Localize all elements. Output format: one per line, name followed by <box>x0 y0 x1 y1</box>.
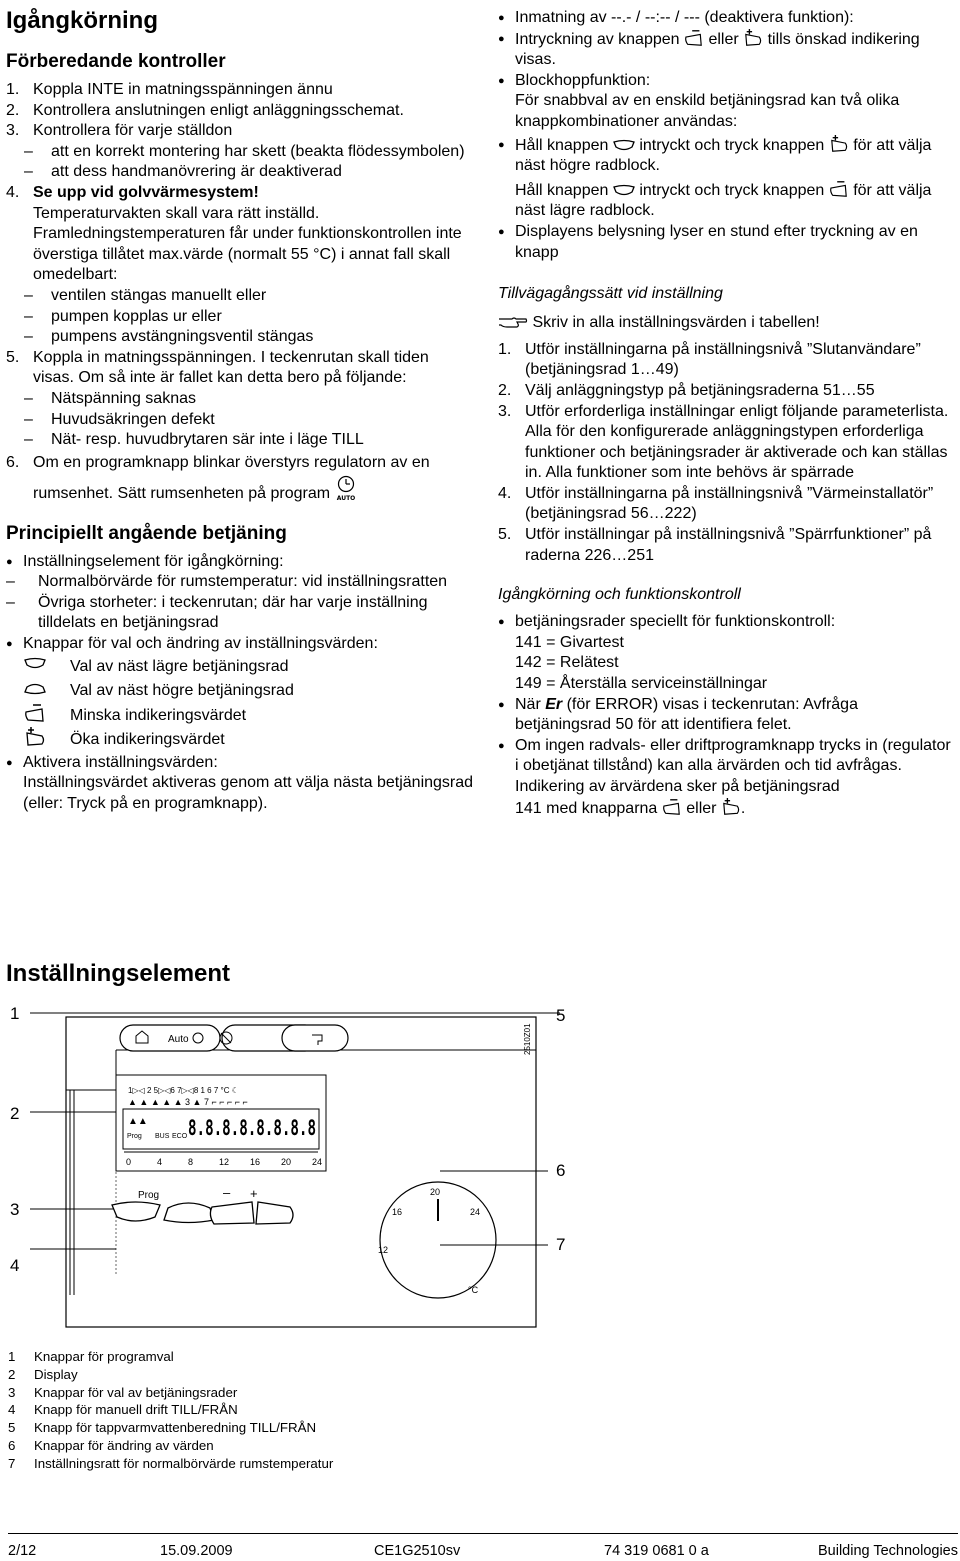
list-item: 4. Utför inställningarna på inställningsnivå ”Värmeinstallatör” (betjäningsrad 56…222) <box>498 484 934 523</box>
lcd-digits: 8.8.8.8.8.8.8.8 <box>188 1116 316 1140</box>
minus-key-icon <box>684 29 704 47</box>
page-footer <box>8 1541 958 1561</box>
dial-label-20: 20 <box>430 1187 441 1197</box>
plus-label: + <box>250 1186 258 1201</box>
figure-legend <box>8 1348 333 1473</box>
test-row: 142 = Relätest <box>515 654 619 672</box>
section-heading-prep: Förberedande kontroller <box>6 51 226 72</box>
minus-key-icon <box>829 180 849 198</box>
footer-doc: CE1G2510sv <box>374 1543 461 1559</box>
paragraph: Håll knappen intryckt och tryck knappen för att välja näst lägre radblock. <box>515 181 932 220</box>
key-row-plus: Öka indikeringsvärdet <box>6 728 474 753</box>
plus-key-icon <box>743 29 763 47</box>
scale-label: 8 <box>188 1157 194 1167</box>
legend-item: 4 Knapp för manuell drift TILL/FRÅN <box>8 1402 238 1418</box>
key-row-down: Val av näst lägre betjäningsrad <box>6 655 474 680</box>
plus-key-icon <box>24 727 46 747</box>
minus-key-icon <box>24 703 46 723</box>
list-item: 6. Om en programknapp blinkar överstyrs regulatorn av en rumsenhet. Sätt rumsenheten på program AUTO <box>6 453 430 502</box>
bullet-item: ● Om ingen radvals- eller driftprogramknapp trycks in (regulator i obetjänat tillstånd) kan alla ärvärden och tid avfrågas. Indikering av ärvärdena sker på betjäningsrad 141 med knapparna eller . <box>498 736 951 817</box>
lcd-prog: Prog <box>127 1133 142 1140</box>
callout-1: 1 <box>10 1004 20 1023</box>
subheading-check: Igångkörning och funktionskontroll <box>498 586 741 604</box>
figure-title: Inställningselement <box>6 960 231 987</box>
footer-company: Building Technologies <box>817 1543 958 1559</box>
pointing-hand-icon <box>498 314 528 330</box>
figure-ref: 2510Z01 <box>523 1023 532 1055</box>
bullet-item: ● Håll knappen intryckt och tryck knappen för att välja näst högre radblock. <box>498 136 932 175</box>
list-item: 3. Kontrollera för varje ställdon <box>6 122 233 140</box>
list-subitem: – att en korrekt montering har skett (beakta flödessymbolen) <box>24 142 465 160</box>
minus-key-icon <box>662 798 682 816</box>
list-item: 3. Utför erforderliga inställningar enligt följande parameterlista. Alla för den konfigurerade anläggningstypen erforderliga funktioner och betjäningsrader är aktiverade och kan ställas in. Alla funktioner som inte behövs är spärrade <box>498 402 949 482</box>
key-row-up: Val av näst högre betjäningsrad <box>6 679 474 704</box>
key-row-minus: Minska indikeringsvärdet <box>6 704 474 729</box>
legend-item: 6 Knappar för ändring av värden <box>8 1437 214 1453</box>
legend-item: 7 Inställningsratt för normalbörvärde rumstemperatur <box>8 1455 334 1471</box>
auto-label: Auto <box>168 1034 189 1045</box>
callout-3: 3 <box>10 1200 20 1219</box>
scale-label: 24 <box>312 1157 323 1167</box>
plus-button <box>256 1202 293 1224</box>
auto-program-icon <box>335 475 357 501</box>
row-down-icon <box>613 139 635 153</box>
row-down-icon <box>613 184 635 198</box>
svg-text:▲ ▲ ▲ ▲ ▲ 3 ▲ 7 ⌐ ⌐ ⌐ ⌐: ▲ ▲ ▲ ▲ ▲ 3 ▲ 7 ⌐ ⌐ ⌐ ⌐ ⌐ <box>128 1097 248 1107</box>
bullet-item: ● När Er (för ERROR) visas i teckenrutan: Avfråga betjäningsrad 50 för att identifiera felet. <box>498 695 858 734</box>
prog-label: Prog <box>138 1190 160 1201</box>
row-up-button <box>164 1203 214 1223</box>
right-column <box>498 8 956 819</box>
callout-4: 4 <box>10 1256 20 1275</box>
list-subitem: – pumpens avstängningsventil stängas <box>24 328 314 346</box>
minus-label: – <box>223 1185 231 1200</box>
list-subitem: – att dess handmanövrering är deaktiverad <box>24 163 342 181</box>
subheading-procedure: Tillvägagångssätt vid inställning <box>498 285 723 303</box>
bullet-item: ● Inmatning av --.- / --:-- / --- (deaktivera funktion): <box>498 9 854 26</box>
note: Skriv in alla inställningsvärden i tabellen! <box>498 313 956 334</box>
paragraph: Inställningsvärdet aktiveras genom att välja nästa betjäningsrad (eller: Tryck på en programknapp). <box>23 774 474 812</box>
dial-label-24: 24 <box>470 1207 481 1217</box>
legend-item: 1 Knappar för programval <box>8 1349 174 1364</box>
device-frame <box>66 1017 536 1327</box>
bullet-item: ● Aktivera inställningsvärden: <box>6 753 218 771</box>
lcd-bus: BUS <box>155 1133 170 1140</box>
list-item: 5. Koppla in matningsspänningen. I teckenrutan skall tiden visas. Om så inte är fallet kan detta bero på följande: <box>6 348 429 387</box>
list-item: 2. Välj anläggningstyp på betjäningsraderna 51…55 <box>498 381 875 399</box>
scale-label: 0 <box>126 1157 132 1167</box>
svg-text:▲▲: ▲▲ <box>128 1116 148 1127</box>
row-down-icon <box>24 657 46 671</box>
legend-item: 2 Display <box>8 1366 78 1382</box>
list-subitem: – Normalbörvärde för rumstemperatur: vid inställningsratten <box>6 573 448 591</box>
lcd-eco: ECO <box>172 1133 188 1140</box>
bullet-item: ● Displayens belysning lyser en stund efter tryckning av en knapp <box>498 222 918 261</box>
minus-button <box>210 1202 254 1224</box>
callout-5: 5 <box>556 1006 566 1025</box>
list-item: 2. Kontrollera anslutningen enligt anläggningsschemat. <box>6 101 404 119</box>
list-subitem: – Övriga storheter: i teckenrutan; där har varje inställning tilldelats en betjäningsrad <box>6 593 428 632</box>
footer-date: 15.09.2009 <box>160 1543 233 1559</box>
callout-7: 7 <box>556 1235 566 1254</box>
scale-label: 4 <box>157 1157 163 1167</box>
list-subitem: – Nätspänning saknas <box>24 389 196 407</box>
scale-label: 16 <box>250 1157 261 1167</box>
callout-6: 6 <box>556 1161 566 1180</box>
list-subitem: – Nät- resp. huvudbrytaren sär inte i läge TILL <box>24 431 364 449</box>
list-item: 4. Se upp vid golvvärmesystem! Temperaturvakten skall vara rätt inställd. Framledningstemperaturen får under funktionskontrollen inte överstiga tillåtet max.värde (normalt 55 °C) i annat fall skall omedelbart: <box>6 183 462 284</box>
left-column <box>6 6 474 814</box>
time-scale <box>126 1157 322 1167</box>
list-subitem: – Huvudsäkringen defekt <box>24 410 215 428</box>
legend-item: 5 Knapp för tappvarmvattenberedning TILL/FRÅN <box>8 1420 317 1436</box>
row-up-icon <box>24 681 46 695</box>
list-subitem: – pumpen kopplas ur eller <box>24 307 222 325</box>
bullet-item: ● Knappar för val och ändring av inställningsvärden: <box>6 635 378 653</box>
row-down-button <box>112 1202 160 1221</box>
scale-label: 20 <box>281 1157 292 1167</box>
section-heading-operation: Principiellt angående betjäning <box>6 522 287 544</box>
list-item: 5. Utför inställningar på inställningsnivå ”Spärrfunktioner” på raderna 226…251 <box>498 526 932 564</box>
dhw-button <box>282 1025 348 1051</box>
test-row: 149 = Återställa serviceinställningar <box>515 675 768 693</box>
footer-page: 2/12 <box>8 1543 37 1559</box>
list-item: 1. Koppla INTE in matningsspänningen ännu <box>6 81 333 98</box>
test-row: 141 = Givartest <box>515 633 624 651</box>
bullet-item: ● betjäningsrader speciellt för funktionskontroll: <box>498 613 836 631</box>
svg-text:1▷◁ 2 5▷◁6 7▷◁8 1 6 7 °C: 1▷◁ 2 5▷◁6 7▷◁8 1 6 7 °C ☾ <box>128 1086 239 1095</box>
scale-label: 12 <box>219 1157 230 1167</box>
bullet-item: ● Inställningselement för igångkörning: <box>6 552 284 570</box>
footer-number: 74 319 0681 0 a <box>604 1543 709 1559</box>
controller-diagram <box>0 995 960 1335</box>
bullet-item: ● Intryckning av knappen eller tills önskad indikering visas. <box>498 30 920 69</box>
dial-unit: °C <box>468 1285 479 1295</box>
bullet-item: ● Blockhoppfunktion: För snabbval av en enskild betjäningsrad kan två olika knappkombinationer användas: <box>498 71 900 130</box>
plus-key-icon <box>829 135 849 153</box>
svg-text:AUTO: AUTO <box>336 494 355 501</box>
callout-2: 2 <box>10 1104 20 1123</box>
list-item: 1. Utför inställningarna på inställningsnivå ”Slutanvändare” (betjäningsrad 1…49) <box>498 340 921 379</box>
legend-item: 3 Knappar för val av betjäningsrader <box>8 1384 238 1400</box>
list-subitem: – ventilen stängas manuellt eller <box>24 286 267 304</box>
plus-key-icon <box>721 798 741 816</box>
dial-label-16: 16 <box>392 1207 403 1217</box>
footer-rule <box>8 1533 958 1534</box>
page-title: Igångkörning <box>6 7 158 34</box>
dial-label-12: 12 <box>378 1245 389 1255</box>
